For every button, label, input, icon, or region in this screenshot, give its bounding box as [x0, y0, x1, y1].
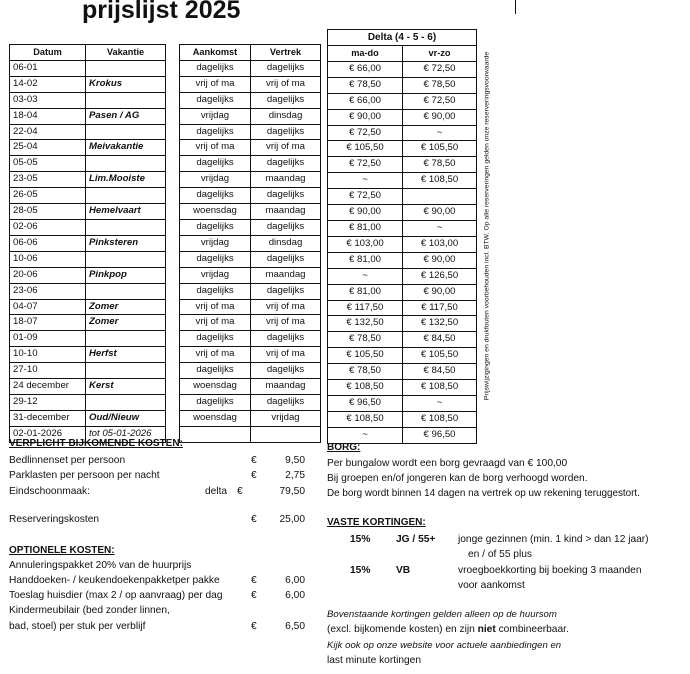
- date-row: [10, 379, 166, 395]
- date-row: [10, 60, 166, 76]
- arrival-row-cell: dagelijks: [251, 124, 321, 140]
- arrival-row: [180, 379, 321, 395]
- date-row: [10, 156, 166, 172]
- price-row: [328, 236, 477, 252]
- price-row-cell: € 72,50: [328, 189, 403, 205]
- price-row-cell: € 108,50: [403, 380, 477, 396]
- arrival-row-cell: dagelijks: [180, 92, 251, 108]
- date-row: [10, 251, 166, 267]
- date-row-cell: 18-04: [10, 108, 86, 124]
- deposit-line2: Bij groepen en/of jongeren kan de borg verhoogd worden.: [327, 473, 588, 484]
- price-row-cell: ~: [403, 220, 477, 236]
- price-row-cell: € 90,00: [403, 205, 477, 221]
- price-row: [328, 427, 477, 443]
- price-row-cell: € 78,50: [403, 77, 477, 93]
- discount-1-percent: 15%: [350, 534, 371, 545]
- date-row-cell: [86, 60, 166, 76]
- date-row-cell: Lim.Mooiste: [86, 172, 166, 188]
- arrival-row: [180, 140, 321, 156]
- arrival-row: [180, 156, 321, 172]
- dates-table: [9, 44, 166, 443]
- price-row-cell: € 103,00: [328, 236, 403, 252]
- arrival-row-cell: woensdag: [180, 410, 251, 426]
- date-row: [10, 188, 166, 204]
- price-row: [328, 395, 477, 411]
- reservation-amount: 25,00: [279, 514, 305, 525]
- arrival-row-cell: vrij of ma: [251, 347, 321, 363]
- cleaning-prefix: delta: [205, 486, 228, 497]
- price-row-cell: € 90,00: [328, 205, 403, 221]
- deposit-heading: BORG:: [327, 442, 361, 453]
- arrival-row-cell: dagelijks: [180, 363, 251, 379]
- price-table: [327, 29, 477, 444]
- table-header-row: [328, 46, 477, 62]
- side-disclaimer: [480, 24, 493, 428]
- price-row-cell: € 90,00: [403, 284, 477, 300]
- price-row: [328, 157, 477, 173]
- price-row-cell: € 78,50: [403, 157, 477, 173]
- arrival-row-cell: vrij of ma: [180, 299, 251, 315]
- arrival-row-cell: vrij of ma: [251, 76, 321, 92]
- price-row-cell: € 105,50: [403, 348, 477, 364]
- date-row: [10, 331, 166, 347]
- side-disclaimer-text: Prijswijzigingen en drukfouten voorbehouden incl. BTW. Op alle reserveringen gelden onze reserveringsvoorwaarde: [483, 51, 490, 401]
- date-row-cell: Meivakantie: [86, 140, 166, 156]
- price-row-cell: € 108,50: [403, 173, 477, 189]
- column-header-ma-do: ma-do: [328, 46, 403, 62]
- price-row: [328, 93, 477, 109]
- price-row-cell: € 84,50: [403, 364, 477, 380]
- price-row-cell: € 81,00: [328, 220, 403, 236]
- arrival-row-cell: [251, 426, 321, 442]
- date-row-cell: 03-03: [10, 92, 86, 108]
- price-row-cell: € 84,50: [403, 332, 477, 348]
- arrival-row: [180, 410, 321, 426]
- price-row-cell: [403, 189, 477, 205]
- date-row-cell: 22-04: [10, 124, 86, 140]
- arrival-row-cell: vrij of ma: [180, 347, 251, 363]
- date-row: [10, 92, 166, 108]
- price-row: [328, 252, 477, 268]
- price-row-cell: € 78,50: [328, 77, 403, 93]
- currency-symbol: €: [237, 486, 243, 497]
- pet-fee-amount: 6,00: [285, 590, 305, 601]
- discount-1-code: JG / 55+: [396, 534, 436, 545]
- column-header-vakantie: Vakantie: [86, 45, 166, 61]
- date-row-cell: Herfst: [86, 347, 166, 363]
- price-row-cell: ~: [403, 395, 477, 411]
- arrival-row-cell: vrijdag: [180, 108, 251, 124]
- discount-2-percent: 15%: [350, 565, 371, 576]
- arrival-row: [180, 108, 321, 124]
- column-header-vertrek: Vertrek: [251, 45, 321, 61]
- towel-package-amount: 6,00: [285, 575, 305, 586]
- date-row-cell: Kerst: [86, 379, 166, 395]
- arrival-row-cell: dagelijks: [180, 283, 251, 299]
- price-row-cell: € 72,50: [403, 93, 477, 109]
- price-row: [328, 380, 477, 396]
- date-row-cell: 20-06: [10, 267, 86, 283]
- arrival-row: [180, 188, 321, 204]
- table-group-row: [328, 30, 477, 46]
- date-row: [10, 140, 166, 156]
- currency-symbol: €: [251, 470, 257, 481]
- arrival-row: [180, 172, 321, 188]
- arrival-row: [180, 394, 321, 410]
- date-row-cell: 27-10: [10, 363, 86, 379]
- date-row: [10, 363, 166, 379]
- column-header-vr-zo: vr-zo: [403, 46, 477, 62]
- divider: [515, 0, 516, 14]
- price-row-cell: € 81,00: [328, 252, 403, 268]
- discount-2-text2: voor aankomst: [458, 580, 525, 591]
- arrival-row-cell: vrijdag: [251, 410, 321, 426]
- date-row: [10, 124, 166, 140]
- price-row-cell: ~: [403, 125, 477, 141]
- date-row: [10, 267, 166, 283]
- note-line3: Kijk ook op onze website voor actuele aanbiedingen en: [327, 640, 562, 651]
- bed-linen-label: Bedlinnenset per persoon: [9, 455, 126, 466]
- table-header-row: [10, 45, 166, 61]
- price-row-cell: € 96,50: [328, 395, 403, 411]
- date-row-cell: 06-01: [10, 60, 86, 76]
- price-row-cell: € 117,50: [403, 300, 477, 316]
- price-row-cell: € 126,50: [403, 268, 477, 284]
- price-row: [328, 205, 477, 221]
- date-row-cell: Pinksteren: [86, 235, 166, 251]
- date-row-cell: 23-05: [10, 172, 86, 188]
- arrival-row-cell: dagelijks: [180, 188, 251, 204]
- price-row-cell: € 96,50: [403, 427, 477, 443]
- column-header-aankomst: Aankomst: [180, 45, 251, 61]
- arrival-row-cell: dinsdag: [251, 235, 321, 251]
- price-row-cell: € 108,50: [328, 380, 403, 396]
- note-line4: last minute kortingen: [327, 655, 422, 666]
- arrival-row-cell: dagelijks: [251, 60, 321, 76]
- arrival-row-cell: [180, 426, 251, 442]
- price-row: [328, 125, 477, 141]
- date-row: [10, 347, 166, 363]
- page-title: prijslijst 2025: [82, 0, 241, 24]
- optional-heading: OPTIONELE KOSTEN:: [9, 545, 115, 556]
- arrival-row: [180, 251, 321, 267]
- arrival-row-cell: dagelijks: [180, 156, 251, 172]
- kids-furniture-line2: bad, stoel) per stuk per verblijf: [9, 621, 146, 632]
- park-fee-amount: 2,75: [285, 470, 305, 481]
- date-row-cell: 02-01-2026: [10, 426, 86, 442]
- date-row-cell: [86, 283, 166, 299]
- date-row-cell: Oud/Nieuw: [86, 410, 166, 426]
- date-row-cell: Pasen / AG: [86, 108, 166, 124]
- price-row-cell: € 81,00: [328, 284, 403, 300]
- price-row: [328, 268, 477, 284]
- arrival-row-cell: dagelijks: [180, 60, 251, 76]
- arrival-row: [180, 331, 321, 347]
- arrival-row-cell: dagelijks: [251, 331, 321, 347]
- arrival-row: [180, 92, 321, 108]
- bed-linen-amount: 9,50: [285, 455, 305, 466]
- date-row-cell: [86, 92, 166, 108]
- date-row-cell: Krokus: [86, 76, 166, 92]
- price-row-cell: € 108,50: [403, 411, 477, 427]
- cleaning-amount: 79,50: [279, 486, 305, 497]
- arrival-row: [180, 299, 321, 315]
- date-row-cell: 23-06: [10, 283, 86, 299]
- price-row-cell: € 105,50: [403, 141, 477, 157]
- date-row: [10, 108, 166, 124]
- cancellation-line: Annuleringspakket 20% van de huurprijs: [9, 560, 192, 571]
- price-row: [328, 348, 477, 364]
- arrival-row: [180, 219, 321, 235]
- arrival-row: [180, 124, 321, 140]
- arrival-row-cell: dagelijks: [251, 251, 321, 267]
- arrival-row-cell: dagelijks: [251, 188, 321, 204]
- price-row-cell: € 90,00: [403, 109, 477, 125]
- arrival-row: [180, 363, 321, 379]
- date-row: [10, 315, 166, 331]
- arrival-row-cell: dinsdag: [251, 108, 321, 124]
- date-row: [10, 172, 166, 188]
- towel-package-label: Handdoeken- / keukendoekenpakketper pakke: [9, 575, 220, 586]
- date-row-cell: 05-05: [10, 156, 86, 172]
- arrival-row-cell: maandag: [251, 379, 321, 395]
- date-row-cell: 01-09: [10, 331, 86, 347]
- mandatory-heading: VERPLICHT BIJKOMENDE KOSTEN:: [9, 438, 183, 449]
- arrival-row: [180, 204, 321, 220]
- date-row-cell: Pinkpop: [86, 267, 166, 283]
- discounts-heading: VASTE KORTINGEN:: [327, 517, 426, 528]
- park-fee-label: Parklasten per persoon per nacht: [9, 470, 160, 481]
- price-row: [328, 77, 477, 93]
- price-row: [328, 189, 477, 205]
- price-row: [328, 61, 477, 77]
- kids-furniture-amount: 6,50: [285, 621, 305, 632]
- arrival-row-cell: maandag: [251, 267, 321, 283]
- price-row-cell: € 78,50: [328, 332, 403, 348]
- arrival-row-cell: vrij of ma: [180, 315, 251, 331]
- date-row-cell: 10-10: [10, 347, 86, 363]
- table-header-row: [180, 45, 321, 61]
- arrival-row: [180, 283, 321, 299]
- arrival-row-cell: dagelijks: [251, 92, 321, 108]
- date-row-cell: [86, 124, 166, 140]
- date-row-cell: 26-05: [10, 188, 86, 204]
- price-row: [328, 332, 477, 348]
- arrival-row-cell: dagelijks: [180, 251, 251, 267]
- cleaning-label: Eindschoonmaak:: [9, 486, 90, 497]
- price-row-cell: € 90,00: [403, 252, 477, 268]
- date-row: [10, 283, 166, 299]
- price-row-cell: € 78,50: [328, 364, 403, 380]
- arrival-row-cell: vrij of ma: [251, 140, 321, 156]
- price-row-cell: € 132,50: [403, 316, 477, 332]
- reservation-label: Reserveringskosten: [9, 514, 100, 525]
- date-row: [10, 299, 166, 315]
- date-row-cell: [86, 251, 166, 267]
- price-row: [328, 316, 477, 332]
- date-row-cell: 06-06: [10, 235, 86, 251]
- price-row-cell: € 132,50: [328, 316, 403, 332]
- arrival-row-cell: woensdag: [180, 379, 251, 395]
- discount-2-text: vroegboekkorting bij boeking 3 maanden: [458, 565, 642, 576]
- currency-symbol: €: [251, 590, 257, 601]
- date-row: [10, 410, 166, 426]
- arrival-row-cell: vrij of ma: [251, 299, 321, 315]
- arrival-row-cell: vrijdag: [180, 172, 251, 188]
- arrival-row-cell: dagelijks: [180, 124, 251, 140]
- price-row: [328, 364, 477, 380]
- price-row: [328, 411, 477, 427]
- arrival-row-cell: vrijdag: [180, 235, 251, 251]
- price-row-cell: € 66,00: [328, 61, 403, 77]
- date-row-cell: 10-06: [10, 251, 86, 267]
- price-row-cell: € 117,50: [328, 300, 403, 316]
- date-row-cell: 25-04: [10, 140, 86, 156]
- date-row-cell: [86, 331, 166, 347]
- currency-symbol: €: [251, 621, 257, 632]
- date-row-cell: [86, 394, 166, 410]
- price-row-cell: € 66,00: [328, 93, 403, 109]
- date-row-cell: 28-05: [10, 204, 86, 220]
- arrival-row-cell: vrij of ma: [180, 76, 251, 92]
- price-row: [328, 173, 477, 189]
- date-row-cell: Zomer: [86, 315, 166, 331]
- price-row-cell: ~: [328, 427, 403, 443]
- price-group-header: Delta (4 - 5 - 6): [328, 30, 477, 46]
- arrival-row-cell: maandag: [251, 204, 321, 220]
- currency-symbol: €: [251, 575, 257, 586]
- date-row-cell: 02-06: [10, 219, 86, 235]
- price-row: [328, 109, 477, 125]
- arrival-row-cell: woensdag: [180, 204, 251, 220]
- date-row-cell: Hemelvaart: [86, 204, 166, 220]
- price-row: [328, 220, 477, 236]
- date-row: [10, 219, 166, 235]
- arrival-row-cell: dagelijks: [251, 156, 321, 172]
- date-row: [10, 76, 166, 92]
- currency-symbol: €: [251, 514, 257, 525]
- date-row-cell: Zomer: [86, 299, 166, 315]
- pet-fee-label: Toeslag huisdier (max 2 / op aanvraag) per dag: [9, 590, 223, 601]
- arrival-row: [180, 267, 321, 283]
- price-row-cell: € 108,50: [328, 411, 403, 427]
- date-row-cell: 14-02: [10, 76, 86, 92]
- date-row: [10, 394, 166, 410]
- arrival-row-cell: vrij of ma: [251, 315, 321, 331]
- arrival-row: [180, 235, 321, 251]
- date-row-cell: 04-07: [10, 299, 86, 315]
- note-line2: (excl. bijkomende kosten) en zijn niet combineerbaar.: [327, 624, 569, 635]
- arrival-row-cell: vrijdag: [180, 267, 251, 283]
- date-row-cell: [86, 188, 166, 204]
- discount-1-text: jonge gezinnen (min. 1 kind > dan 12 jaar): [458, 534, 649, 545]
- date-row: [10, 204, 166, 220]
- date-row: [10, 235, 166, 251]
- arrival-row-cell: dagelijks: [180, 219, 251, 235]
- price-row: [328, 284, 477, 300]
- date-row-cell: 31-december: [10, 410, 86, 426]
- arrival-row-cell: dagelijks: [180, 331, 251, 347]
- price-row: [328, 300, 477, 316]
- arrival-row-cell: dagelijks: [251, 363, 321, 379]
- price-row-cell: € 103,00: [403, 236, 477, 252]
- date-row-cell: tot 05-01-2026: [86, 426, 166, 442]
- arrival-row-cell: maandag: [251, 172, 321, 188]
- price-row-cell: € 72,50: [328, 125, 403, 141]
- column-header-datum: Datum: [10, 45, 86, 61]
- date-row-cell: [86, 156, 166, 172]
- arrival-row-cell: vrij of ma: [180, 140, 251, 156]
- price-row-cell: € 105,50: [328, 141, 403, 157]
- date-row-cell: 24 december: [10, 379, 86, 395]
- price-row-cell: € 90,00: [328, 109, 403, 125]
- date-row-cell: [86, 219, 166, 235]
- date-row-cell: [86, 363, 166, 379]
- discount-2-code: VB: [396, 565, 411, 576]
- discount-1-text2: en / of 55 plus: [468, 549, 533, 560]
- price-row-cell: € 72,50: [403, 61, 477, 77]
- arrival-table: [179, 44, 321, 443]
- deposit-line3: De borg wordt binnen 14 dagen na vertrek op uw rekening teruggestort.: [327, 488, 640, 499]
- note-line1: Bovenstaande kortingen gelden alleen op de huursom: [327, 609, 557, 620]
- price-row-cell: € 105,50: [328, 348, 403, 364]
- price-row: [328, 141, 477, 157]
- arrival-row: [180, 76, 321, 92]
- date-row-cell: 18-07: [10, 315, 86, 331]
- deposit-line1: Per bungalow wordt een borg gevraagd van € 100,00: [327, 458, 568, 469]
- arrival-row-cell: dagelijks: [180, 394, 251, 410]
- arrival-row: [180, 60, 321, 76]
- price-row-cell: ~: [328, 173, 403, 189]
- arrival-row: [180, 426, 321, 442]
- price-row-cell: € 72,50: [328, 157, 403, 173]
- arrival-row: [180, 347, 321, 363]
- arrival-row-cell: dagelijks: [251, 283, 321, 299]
- currency-symbol: €: [251, 455, 257, 466]
- date-row-cell: 29-12: [10, 394, 86, 410]
- price-row-cell: ~: [328, 268, 403, 284]
- arrival-row: [180, 315, 321, 331]
- kids-furniture-line1: Kindermeubilair (bed zonder linnen,: [9, 605, 170, 616]
- arrival-row-cell: dagelijks: [251, 219, 321, 235]
- arrival-row-cell: dagelijks: [251, 394, 321, 410]
